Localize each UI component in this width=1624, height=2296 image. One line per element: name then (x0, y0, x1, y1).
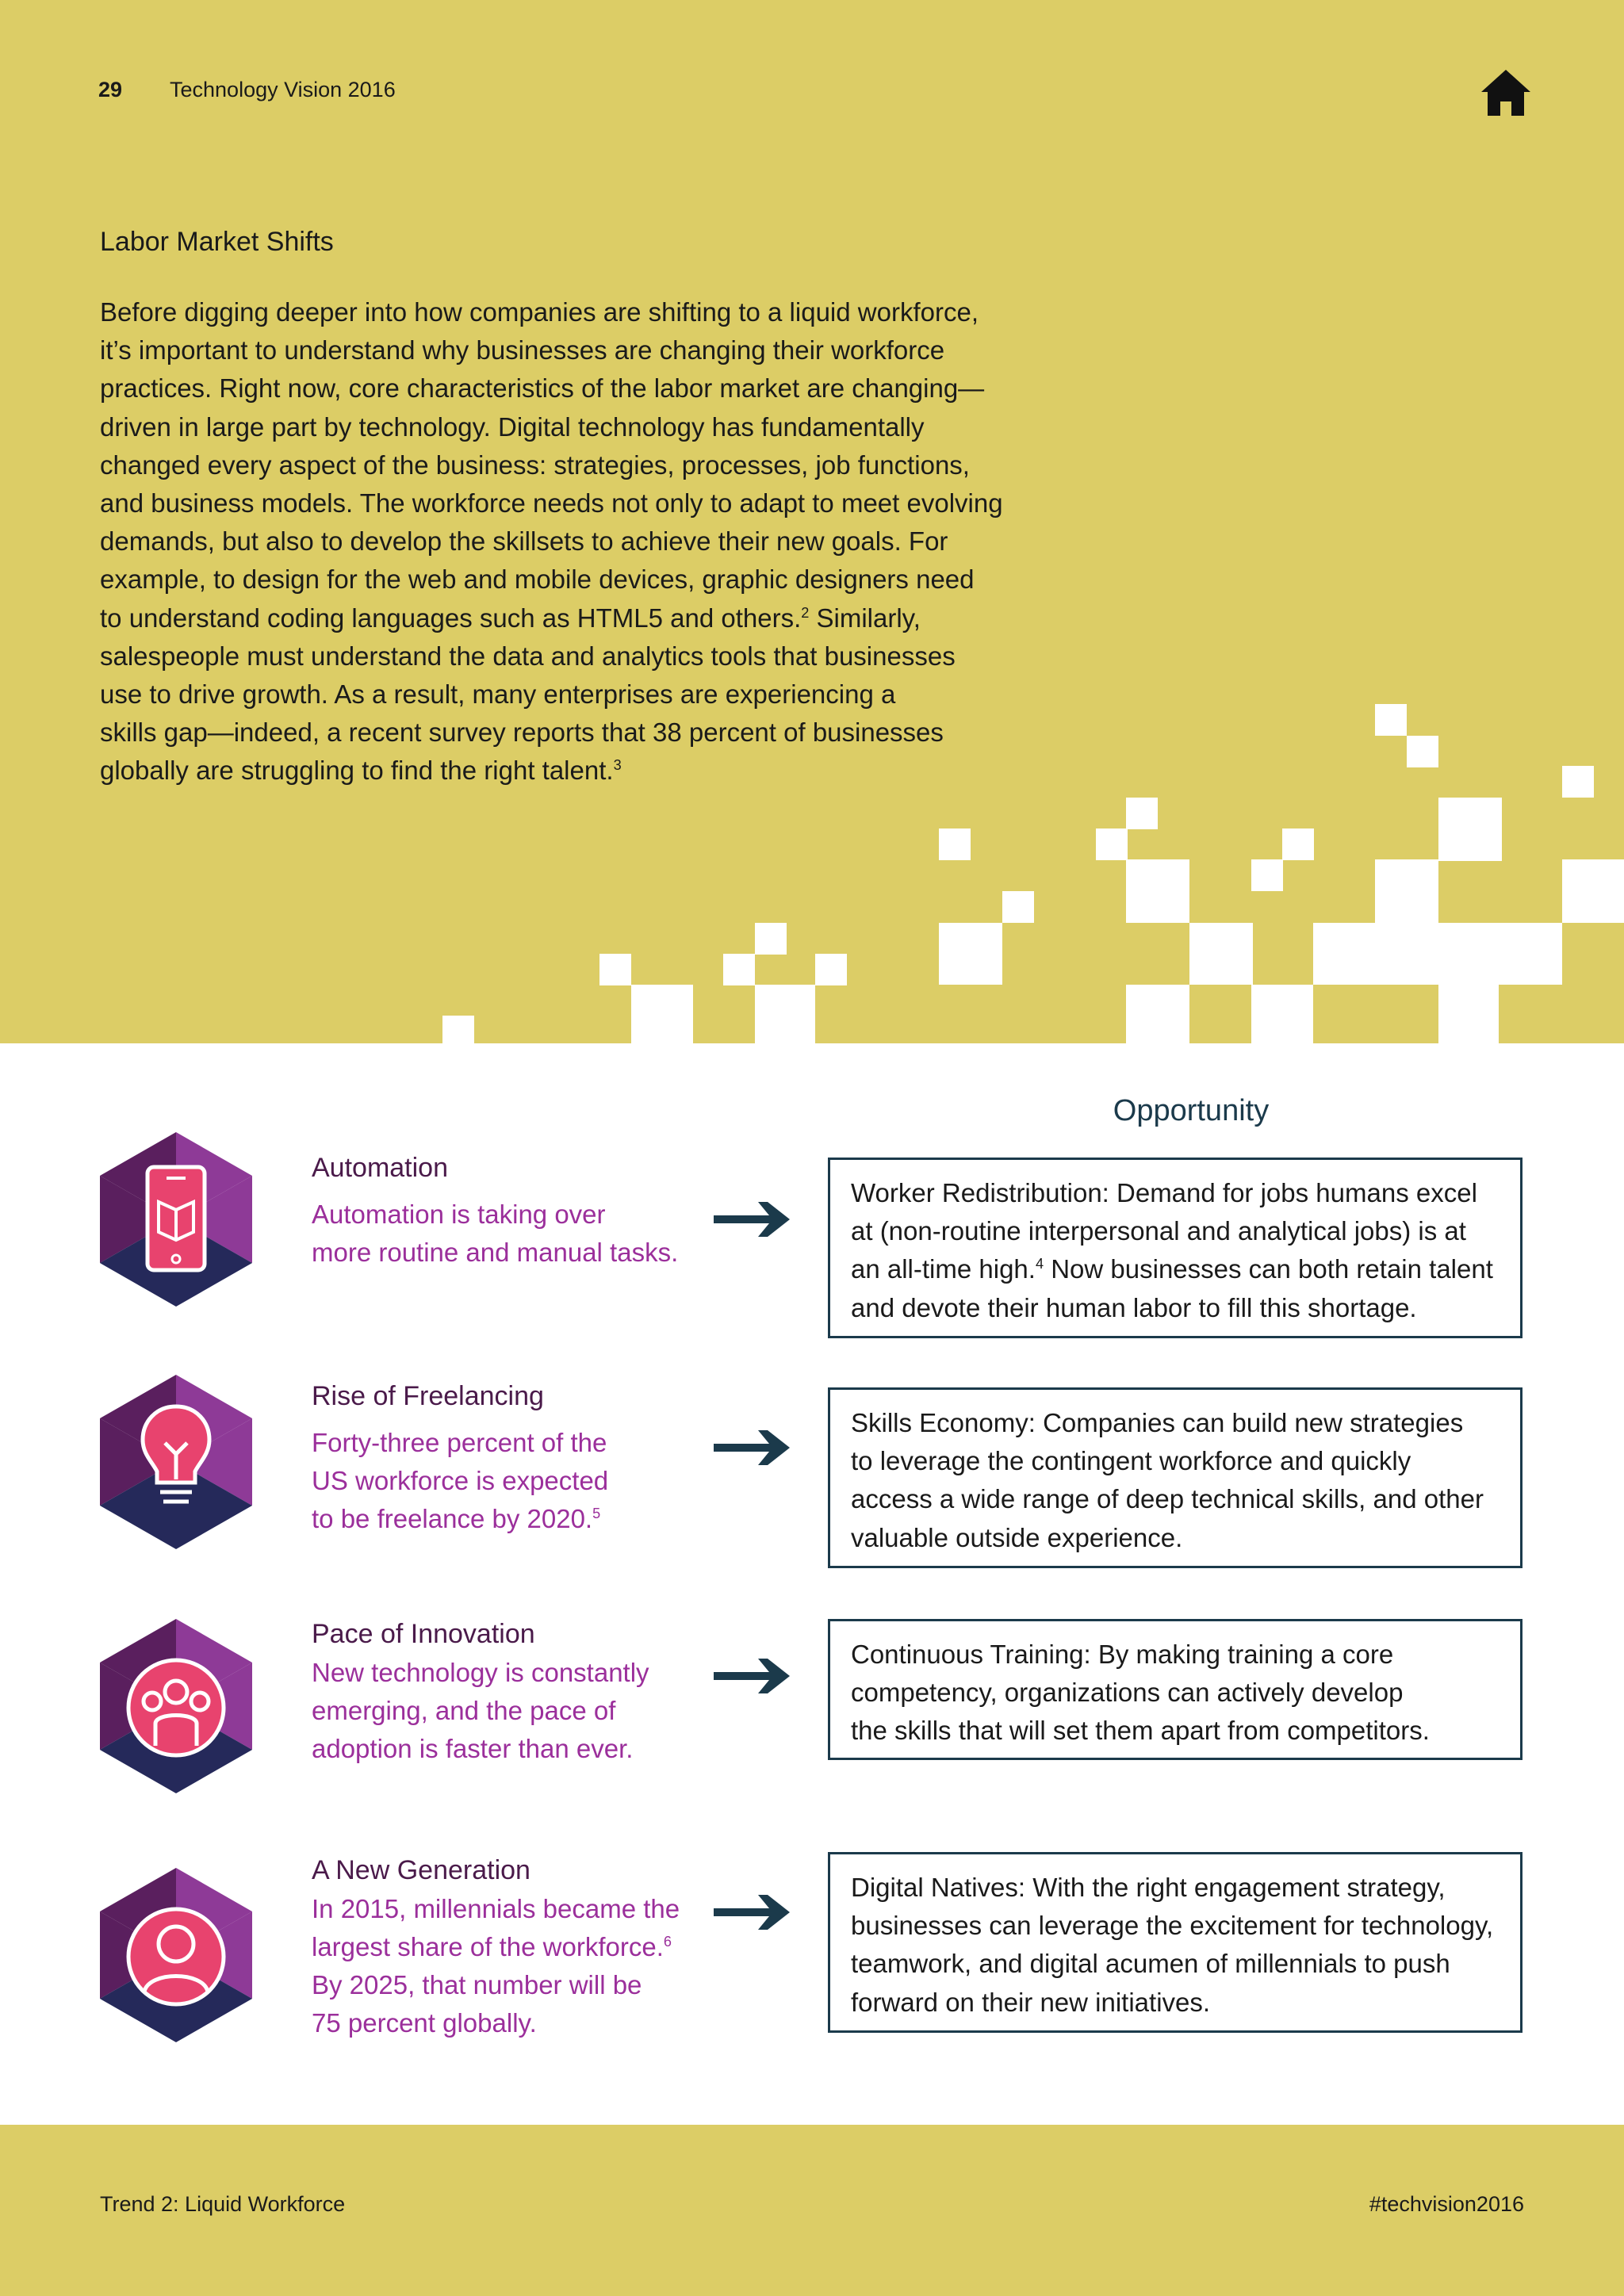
opportunity-box (828, 1619, 1522, 1760)
trend-label: Rise of Freelancing (312, 1381, 544, 1411)
home-icon[interactable] (1480, 68, 1532, 117)
opportunity-line: Now businesses can both retain talent (1044, 1254, 1493, 1284)
intro-line: changed every aspect of the business: strategies, processes, job functions, (100, 450, 970, 480)
mobile-book-icon (100, 1132, 252, 1307)
lightbulb-icon (100, 1375, 252, 1549)
opportunity-line: valuable outside experience. (851, 1522, 1183, 1552)
opportunity-heading: Opportunity (1113, 1094, 1270, 1127)
trend-description-line: US workforce is expected (312, 1466, 609, 1495)
opportunity-line: at (non-routine interpersonal and analytical jobs) is at (851, 1216, 1466, 1246)
opportunity-box (828, 1852, 1522, 2033)
document-title: Technology Vision 2016 (170, 78, 396, 101)
person-icon (100, 1868, 252, 2042)
opportunity-line: Skills Economy: Companies can build new strategies (851, 1408, 1464, 1437)
arrow-right-icon (714, 1892, 790, 1933)
trend-label: A New Generation (312, 1855, 530, 1885)
intro-line: skills gap—indeed, a recent survey reports that 38 percent of businesses (100, 718, 944, 748)
intro-line: to understand coding languages such as HTML5 and others. (100, 603, 802, 633)
trend-description-line: By 2025, that number will be (312, 1970, 642, 1999)
group-icon (100, 1619, 252, 1793)
intro-line: and business models. The workforce needs not only to adapt to meet evolving (100, 488, 1003, 519)
opportunity-line: forward on their new initiatives. (851, 1987, 1211, 2017)
trend-description-line: Automation is taking over (312, 1200, 606, 1229)
opportunity-text (851, 1174, 1501, 1327)
footer-hashtag: #techvision2016 (1369, 2192, 1524, 2216)
opportunity-line: and devote their human labor to fill this shortage. (851, 1292, 1417, 1322)
footnote-ref[interactable]: 6 (663, 1934, 672, 1950)
intro-line: salespeople must understand the data and analytics tools that businesses (100, 641, 956, 671)
opportunity-text (851, 1869, 1501, 2022)
trend-label: Pace of Innovation (312, 1619, 535, 1649)
trend-description-line: more routine and manual tasks. (312, 1238, 679, 1267)
trend-description-line: New technology is constantly (312, 1658, 649, 1687)
trend-description-line: Forty-three percent of the (312, 1428, 607, 1457)
trend-description (312, 1196, 708, 1272)
opportunity-line: an all-time high. (851, 1254, 1036, 1284)
intro-paragraph (100, 293, 1044, 790)
trend-description-line: largest share of the workforce. (312, 1932, 664, 1961)
trend-description (312, 1890, 708, 2042)
arrow-right-icon (714, 1427, 790, 1468)
opportunity-line: to leverage the contingent workforce and quickly (851, 1446, 1411, 1476)
opportunity-line: businesses can leverage the excitement for technology, (851, 1911, 1494, 1941)
opportunity-text (851, 1636, 1501, 1751)
footnote-ref[interactable]: 5 (592, 1506, 601, 1521)
intro-line: driven in large part by technology. Digital technology has fundamentally (100, 411, 925, 442)
intro-line: Similarly, (809, 603, 921, 633)
intro-line: it’s important to understand why businesses are changing their workforce (100, 335, 945, 365)
trend-description-line: emerging, and the pace of (312, 1696, 616, 1725)
footnote-ref[interactable]: 4 (1035, 1256, 1044, 1272)
opportunity-text (851, 1404, 1501, 1557)
intro-line: Before digging deeper into how companies are shifting to a liquid workforce, (100, 297, 979, 327)
trend-description-line: 75 percent globally. (312, 2008, 537, 2038)
trend-label: Automation (312, 1153, 448, 1183)
opportunity-line: Continuous Training: By making training a core (851, 1640, 1394, 1669)
arrow-right-icon (714, 1199, 790, 1240)
intro-line: example, to design for the web and mobile devices, graphic designers need (100, 564, 975, 595)
opportunity-line: competency, organizations can actively develop (851, 1678, 1404, 1708)
footnote-ref[interactable]: 2 (801, 604, 810, 621)
intro-line: use to drive growth. As a result, many enterprises are experiencing a (100, 679, 896, 710)
trend-description (312, 1654, 708, 1768)
intro-line: demands, but also to develop the skillsets to achieve their new goals. For (100, 526, 948, 557)
trend-description-line: adoption is faster than ever. (312, 1734, 634, 1763)
opportunity-box (828, 1387, 1522, 1568)
trend-description-line: In 2015, millennials became the (312, 1894, 680, 1923)
intro-line: practices. Right now, core characteristics of the labor market are changing— (100, 373, 985, 404)
opportunity-line: Digital Natives: With the right engagement strategy, (851, 1873, 1446, 1902)
arrow-right-icon (714, 1655, 790, 1697)
opportunity-box (828, 1158, 1522, 1338)
trend-description (312, 1424, 708, 1538)
opportunity-line: the skills that will set them apart from competitors. (851, 1716, 1430, 1746)
intro-line: globally are struggling to find the right talent. (100, 756, 614, 786)
opportunity-line: teamwork, and digital acumen of millennials to push (851, 1949, 1450, 1979)
footnote-ref[interactable]: 3 (613, 757, 622, 774)
opportunity-line: Worker Redistribution: Demand for jobs humans excel (851, 1178, 1477, 1207)
page-number: 29 (98, 78, 123, 101)
section-heading: Labor Market Shifts (100, 227, 334, 257)
trend-description-line: to be freelance by 2020. (312, 1504, 593, 1533)
opportunity-line: access a wide range of deep technical skills, and other (851, 1484, 1484, 1514)
footer-trend-label: Trend 2: Liquid Workforce (100, 2192, 346, 2216)
